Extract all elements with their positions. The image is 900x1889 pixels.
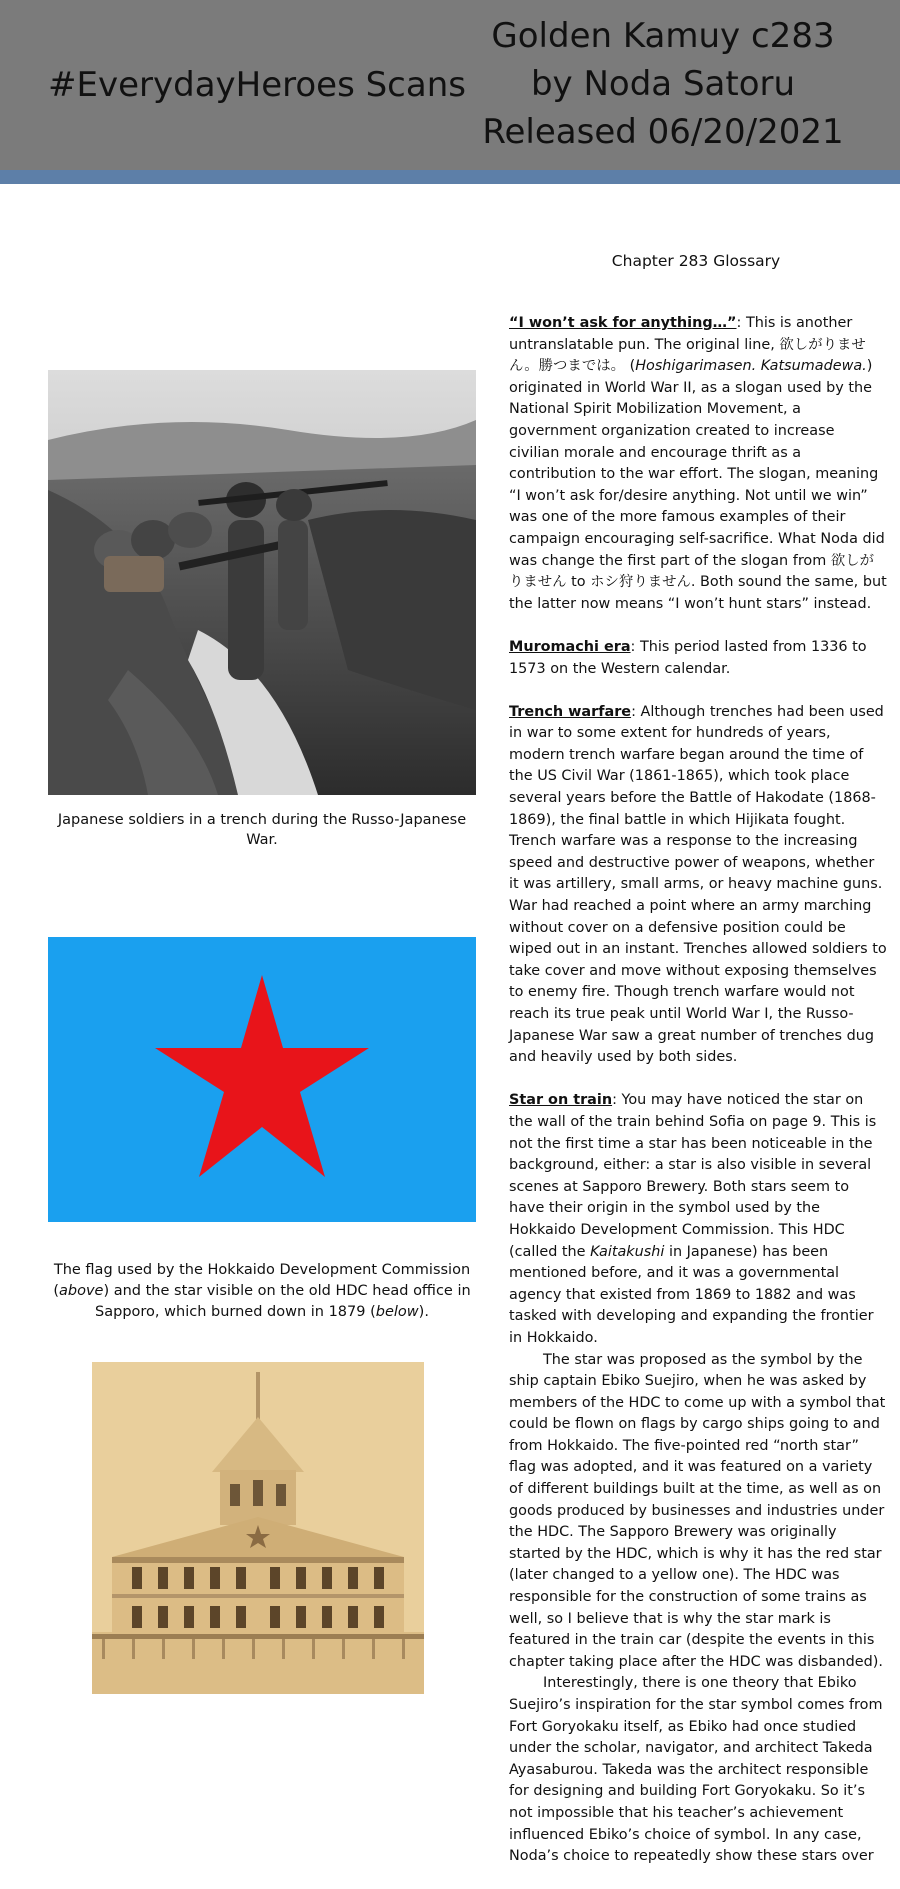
author-credit: by Noda Satoru — [530, 64, 796, 104]
flag-caption — [40, 1260, 484, 1323]
glossary-entry-slogan — [509, 313, 887, 615]
glossary-entry-star-on-train — [509, 1090, 887, 1867]
glossary-term: Trench warfare — [509, 703, 632, 720]
glossary-paragraph: The star was proposed as the symbol by the ship captain Ebiko Suejiro, when he was asked by members of the HDC to come up with a symbol that could be flown on flags by cargo ships going to and from Hokkaido. The five-pointed red “north star” flag was adopted, and it was featured on a variety of different buildings built at the time, as well as on goods produced by businesses and industries under the HDC. The Sapporo Brewery was originally started by the HDC, which is why it has the red star (later changed to a yellow one). The HDC was responsible for the construction of some trains as well, so I believe that is why the star mark is featured in the train car (despite the events in this chapter taking place after the HDC was disbanded). — [509, 1351, 886, 1670]
glossary-text: : Although trenches had been used in war to some extent for hundreds of years, modern trench warfare began around the time of the US Civil War (1861-1865), which took place several years before the Battle of Hakodate (1868-1869), the final battle in which Hijikata fought. Trench warfare was a response to the increasing speed and destructive power of weapons, whether it was artillery, small arms, or heavy machine guns. War had reached a point where an army marching without cover on a defensive position could be wiped out in an instant. Trenches allowed soldiers to take cover and move without exposing themselves to enemy fire. Though trench warfare would not reach its true peak until World War I, the Russo-Japanese War saw a great number of trenches dug and heavily used by both sides. — [509, 703, 887, 1066]
release-date: Released 06/20/2021 — [482, 112, 844, 152]
glossary-romaji: Hoshigarimasen. Katsumadewa. — [635, 358, 867, 375]
glossary-title: Chapter 283 Glossary — [611, 252, 781, 270]
glossary-text: ) originated in World War II, as a slogan used by the National Spirit Mobilization Movement, a government organization created to increase civilian morale and encourage thrift as a contribution to the war effort. The slogan, meaning “I won’t ask for/desire anything. Not until we win” was one of the more famous examples of their campaign encouraging self-sacrifice. What Noda did was change the first part of the slogan from 欲しがりません to ホシ狩りません. Both sound the same, but the latter now means “I won’t hunt stars” instead. — [509, 358, 887, 612]
trench-photo — [48, 370, 476, 795]
flag-caption-part1: The flag used by the Hokkaido Development Commission ( — [53, 1262, 471, 1299]
scanlation-group-name: #EverydayHeroes Scans — [48, 65, 466, 105]
glossary-entry-trench-warfare — [509, 702, 887, 1069]
flag-caption-above: above — [58, 1283, 104, 1299]
hdc-head-office-photo — [92, 1362, 424, 1694]
glossary-text: : This period lasted from 1336 to 1573 on the Western calendar. — [509, 638, 867, 677]
glossary-text: : You may have noticed the star on the wall of the train behind Sofia on page 9. This is not the first time a star has been noticeable in the background, either: a star is also visible in several scenes at Sapporo Brewery. Both stars seem to have their origin in the symbol used by the Hokkaido Development Commission. This HDC (called the — [509, 1092, 877, 1260]
release-info — [478, 12, 848, 156]
glossary-text: : This is another untranslatable pun. The original line, 欲しがりません。勝つまでは。 ( — [509, 315, 866, 375]
flag-caption-below: below — [375, 1304, 419, 1320]
glossary-term: Star on train — [509, 1092, 613, 1109]
hdc-flag-image — [48, 937, 476, 1222]
glossary-paragraph: Interestingly, there is one theory that Ebiko Suejiro’s inspiration for the star symbol comes from Fort Goryokaku itself, as Ebiko had once studied under the scholar, navigator, and architect Takeda Ayasaburou. Takeda was the architect responsible for designing and building Fort Goryokaku. So it’s not impossible that his teacher’s achievement influenced Ebiko’s choice of symbol. In any case, Noda’s choice to repeatedly show these stars over — [509, 1675, 883, 1865]
flag-caption-part2: ) and the star visible on the old HDC head office in Sapporo, which burned down in 1879 ( — [95, 1283, 471, 1320]
header-banner — [0, 0, 900, 170]
trench-photo-caption: Japanese soldiers in a trench during the Russo-Japanese War. — [57, 812, 467, 848]
glossary-term: Muromachi era — [509, 638, 631, 655]
glossary-body — [509, 313, 887, 1889]
header-stripe — [0, 170, 900, 184]
glossary-kaitakushi: Kaitakushi — [590, 1243, 665, 1260]
glossary-text: in Japanese) has been mentioned before, and it was a governmental agency that existed from 1869 to 1882 and was tasked with developing and expanding the frontier in Hokkaido. — [509, 1243, 874, 1346]
glossary-entry-muromachi — [509, 637, 887, 680]
flag-caption-part3: ). — [418, 1304, 429, 1320]
chapter-title: Golden Kamuy c283 — [491, 16, 835, 56]
glossary-term: “I won’t ask for anything…” — [509, 315, 737, 331]
